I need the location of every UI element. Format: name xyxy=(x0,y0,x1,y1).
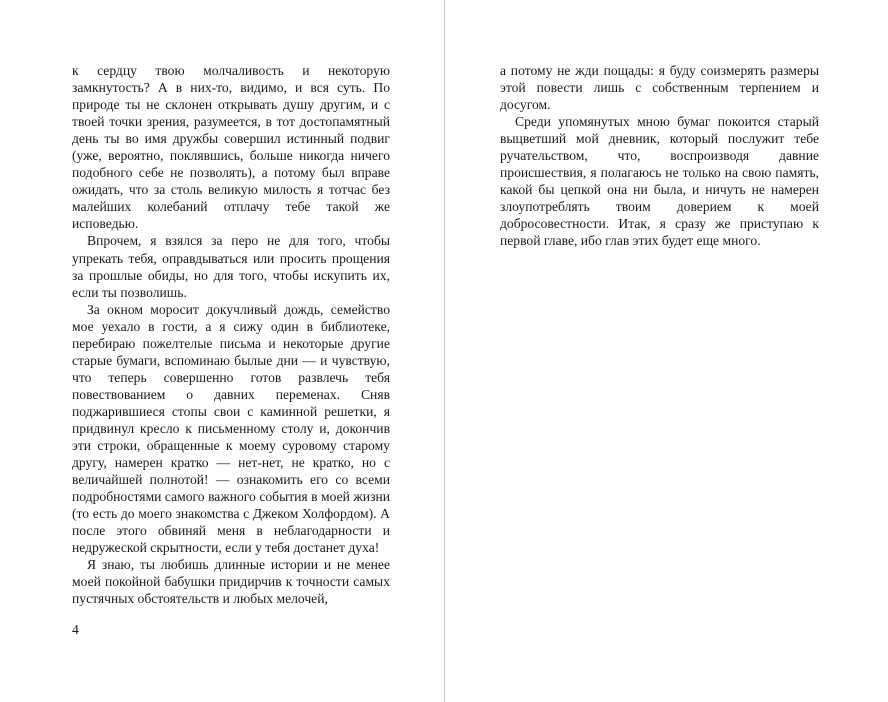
right-paragraph-1: а потому не жди пощады: я буду соизмерять размеры этой повести лишь с собственным терпением и досугом. xyxy=(500,63,819,113)
left-page-text xyxy=(72,62,390,608)
left-paragraph-2: Впрочем, я взялся за перо не для того, чтобы упрекать тебя, оправдываться или просить прощения за прошлые обиды, но для того, чтобы искупить их, если ты позволишь. xyxy=(72,233,390,300)
left-paragraph-1: к сердцу твою молчаливость и некоторую замкнутость? А в них-то, видимо, и вся суть. По природе ты не склонен открывать душу другим, и с твоей точки зрения, разумеется, в тот достопамятный день ты во имя дружбы совершил истинный подвиг (уже, вероятно, поклявшись, больше никогда ничего подобного себе не позволять), а потому был вправе ожидать, что за столь великую милость я тотчас без малейших колебаний отплачу тебе такой же исповедью. xyxy=(72,63,390,232)
left-paragraph-3: За окном моросит докучливый дождь, семейство мое уехало в гости, а я сижу один в библиотеке, перебираю пожелтелые письма и некоторые другие старые бумаги, вспоминаю былые дни — и чувствую, что теперь совершенно готов развлечь тебя повествованием о давних переменах. Сняв поджарившиеся стопы свои с каминной решетки, я придвинул кресло к письменному столу и, докончив эти строки, обращенные к моему суровому старому другу, намерен кратко — нет-нет, не кратко, но с величайшей полнотой! — ознакомить его со всеми подробностями самого важного события в моей жизни (то есть до моего знакомства с Джеком Холфордом). А после этого обвиняй меня в неблагодарности и недружеской скрытности, если у тебя достанет духа! xyxy=(72,301,390,556)
left-paragraph-4: Я знаю, ты любишь длинные истории и не менее моей покойной бабушки придирчив к точности самых пустячных обстоятельств и любых мелочей, xyxy=(72,557,390,607)
right-page-text xyxy=(500,62,819,250)
page-gutter-divider xyxy=(444,0,445,702)
right-paragraph-2: Среди упомянутых мною бумаг покоится старый выцветший мой дневник, который послужит тебе ручательством, что, воспроизводя давние происшествия, я полагаюсь не только на свою память, какой бы цепкой она ни была, и ничуть не намерен злоупотреблять твоим доверием к моей добросовестности. Итак, я сразу же приступаю к первой главе, ибо глав этих будет еще много. xyxy=(500,114,819,249)
left-page-number: 4 xyxy=(72,622,79,637)
